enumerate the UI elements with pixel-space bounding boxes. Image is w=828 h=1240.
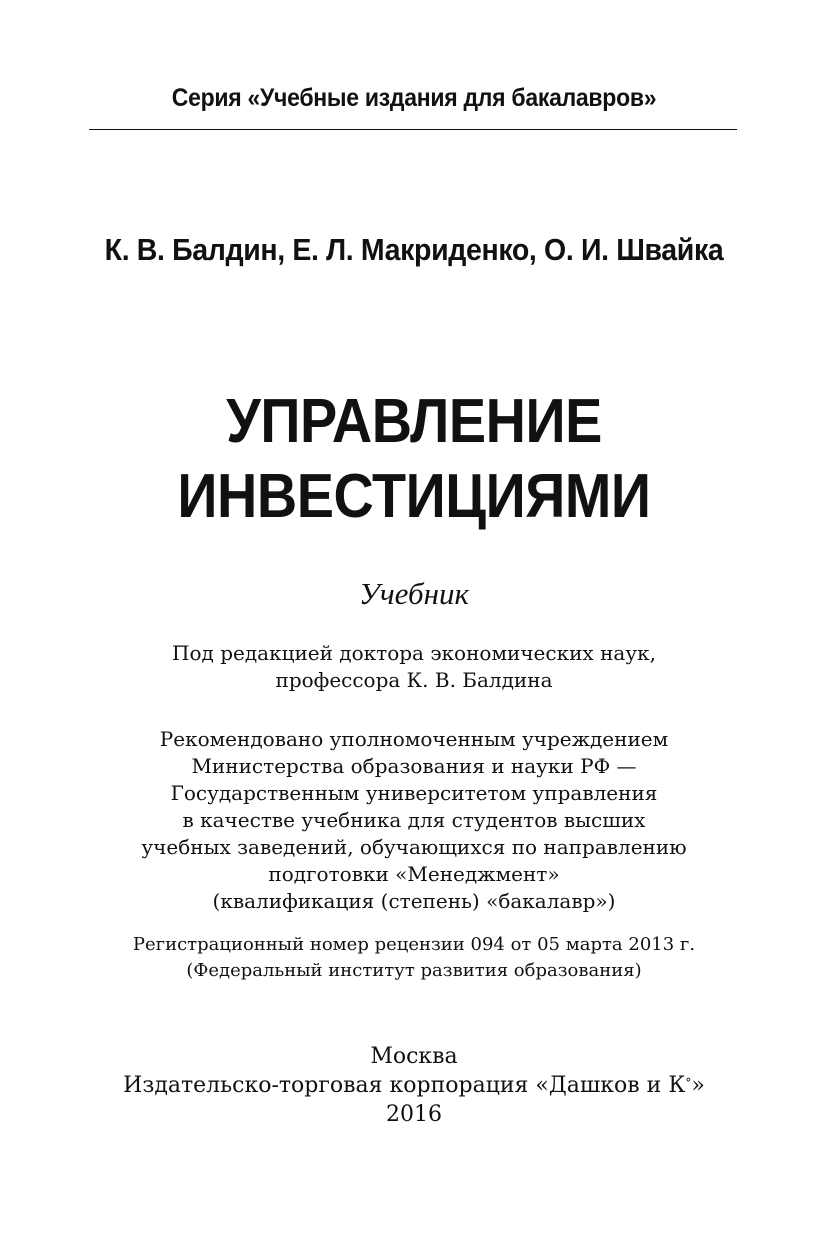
book-title-line-1: УПРАВЛЕНИЕ	[226, 387, 602, 456]
recommendation-note	[0, 726, 828, 915]
recommendation-line: Министерства образования и науки РФ —	[191, 754, 637, 778]
imprint-publisher-degree: °	[685, 1076, 692, 1090]
book-title	[41, 384, 786, 534]
authors: К. В. Балдин, Е. Л. Макриденко, О. И. Швайка	[104, 232, 724, 267]
recommendation-line: в качестве учебника для студентов высших	[182, 808, 646, 832]
recommendation-line: Государственным университетом управления	[170, 781, 658, 805]
registration-note	[0, 932, 828, 984]
imprint-city: Москва	[370, 1044, 458, 1069]
registration-line-2: (Федеральный институт развития образования)	[186, 960, 642, 981]
series-divider	[89, 129, 737, 130]
recommendation-line: учебных заведений, обучающихся по направлению	[141, 835, 687, 859]
registration-line-1: Регистрационный номер рецензии 094 от 05 марта 2013 г.	[132, 934, 696, 955]
imprint-publisher-close: »	[691, 1073, 705, 1098]
document-type: Учебник	[359, 576, 469, 611]
imprint	[0, 1042, 828, 1129]
series-name: Серия «Учебные издания для бакалавров»	[171, 84, 657, 112]
editor-note	[0, 640, 828, 694]
recommendation-line: подготовки «Менеджмент»	[268, 862, 560, 886]
editor-note-line-2: профессора К. В. Балдина	[275, 668, 553, 692]
recommendation-line: Рекомендовано уполномоченным учреждением	[159, 727, 669, 751]
book-title-line-2: ИНВЕСТИЦИЯМИ	[177, 462, 651, 531]
imprint-year: 2016	[386, 1102, 442, 1127]
imprint-publisher-name: Издательско-торговая корпорация «Дашков и К	[123, 1073, 686, 1098]
imprint-publisher	[0, 1071, 828, 1100]
recommendation-line: (квалификация (степень) «бакалавр»)	[212, 889, 616, 913]
editor-note-line-1: Под редакцией доктора экономических наук,	[172, 641, 656, 665]
